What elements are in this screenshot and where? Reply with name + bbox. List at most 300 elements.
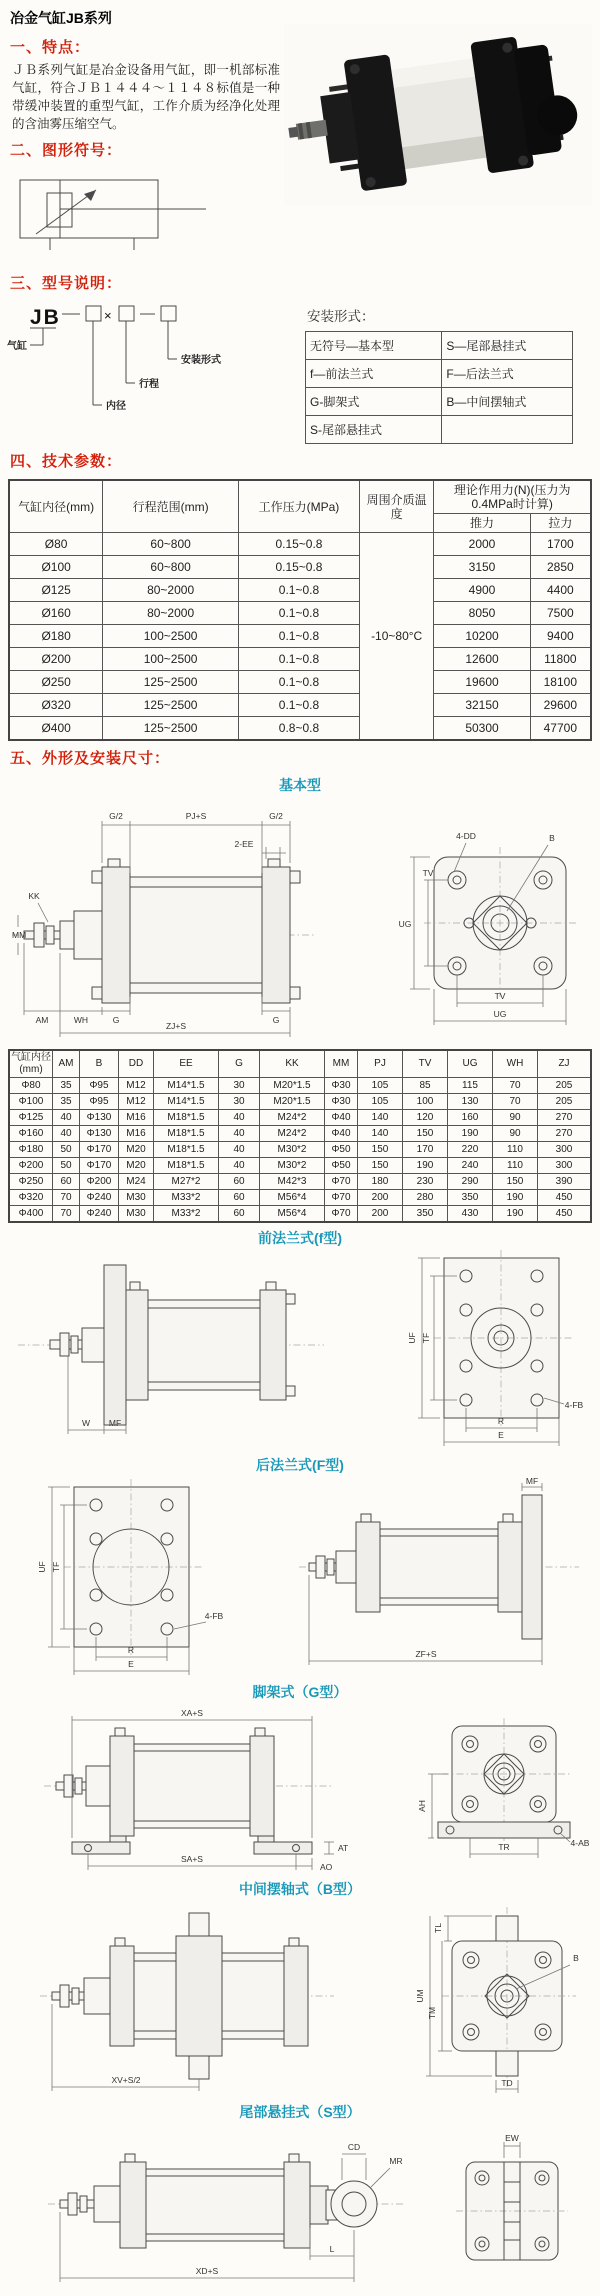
table-cell: Ø180 [9,625,103,648]
table-cell: B—中间摆轴式 [442,388,573,416]
table-cell: f—前法兰式 [306,360,442,388]
table-cell: M12 [119,1094,154,1110]
dim-label: E [498,1430,504,1440]
table-row [9,1142,591,1158]
dim-label: MF [108,1418,122,1428]
table-cell: 190 [493,1190,538,1206]
table-cell: Φ170 [80,1158,119,1174]
product-photo [284,24,592,206]
col-header: EE [154,1050,219,1078]
table-cell: 130 [448,1094,493,1110]
table-cell: 9400 [530,625,591,648]
top-section [0,30,600,266]
table-cell: 35 [53,1094,80,1110]
table-cell: 0.15~0.8 [238,556,359,579]
table-cell: 110 [493,1158,538,1174]
table-cell: 1700 [530,533,591,556]
table-cell: S—尾部悬挂式 [442,332,573,360]
table-cell: 60~800 [103,533,239,556]
table-cell: 50 [53,1158,80,1174]
table-cell: M20*1.5 [260,1078,325,1094]
table-cell: Ø80 [9,533,103,556]
col-force: 理论作用力(N)(压力为0.4MPa时计算) [434,480,591,514]
table-cell: M33*2 [154,1190,219,1206]
table-cell: 170 [403,1142,448,1158]
table-cell: 60 [219,1190,260,1206]
table-cell: F—后法兰式 [442,360,573,388]
table-cell: 230 [403,1174,448,1190]
table-cell: 270 [538,1110,592,1126]
dim-label: TD [501,2078,513,2088]
table-cell: 11800 [530,648,591,671]
table-cell: 2850 [530,556,591,579]
table-cell: 80~2000 [103,602,239,625]
tech-params-table [8,479,592,741]
table-cell: 40 [53,1110,80,1126]
table-cell: 125~2500 [103,671,239,694]
col-header: ZJ [538,1050,592,1078]
col-header: TV [403,1050,448,1078]
table-cell: 180 [358,1174,403,1190]
table-cell: M24*2 [260,1126,325,1142]
table-cell: 18100 [530,671,591,694]
table-row [9,1190,591,1206]
table-cell: Φ125 [9,1110,53,1126]
table-cell: 450 [538,1206,592,1223]
table-cell: 60 [219,1206,260,1223]
table-cell: 205 [538,1078,592,1094]
table-cell: Φ130 [80,1110,119,1126]
dim-label: L [329,2244,335,2254]
table-cell: S-尾部悬挂式 [306,416,442,444]
table-cell: M30 [119,1190,154,1206]
table-cell: Φ130 [80,1126,119,1142]
caption-trunnion: 中间摆轴式（B型） [238,1881,362,1897]
table-cell: 4900 [434,579,530,602]
table-cell: 100 [403,1094,448,1110]
dim-label: TM [427,2006,437,2020]
dim-label: R [497,1416,505,1426]
dim-label: TV [494,991,506,1001]
table-cell: M18*1.5 [154,1158,219,1174]
dim-label: PJ+S [185,811,207,821]
table-cell: 8050 [434,602,530,625]
dim-label: G [112,1015,120,1025]
table-cell: 390 [538,1174,592,1190]
dim-label: MR [389,2156,403,2166]
table-cell: 105 [358,1078,403,1094]
col-header: DD [119,1050,154,1078]
table-cell: 290 [448,1174,493,1190]
table-row [306,416,573,444]
table-cell: 19600 [434,671,530,694]
caption-basic: 基本型 [279,777,321,793]
col-header: B [80,1050,119,1078]
table-cell: 240 [448,1158,493,1174]
table-cell: 7500 [530,602,591,625]
table-cell: 0.15~0.8 [238,533,359,556]
table-cell: 40 [219,1110,260,1126]
table-cell: 40 [219,1142,260,1158]
table-cell: M56*4 [260,1190,325,1206]
col-header: PJ [358,1050,403,1078]
dim-label: CD [347,2142,361,2152]
table-cell: 115 [448,1078,493,1094]
table-cell: 70 [493,1078,538,1094]
table-row [9,1094,591,1110]
dim-label: WH [73,1015,89,1025]
symbol-heading: 二、图形符号： [10,142,123,159]
table-cell: Φ250 [9,1174,53,1190]
table-cell: Φ170 [80,1142,119,1158]
dim-label: R [127,1645,135,1655]
table-cell: 140 [358,1126,403,1142]
table-cell: 40 [219,1158,260,1174]
table-cell: G-脚架式 [306,388,442,416]
table-cell: 70 [493,1094,538,1110]
table-cell: 150 [403,1126,448,1142]
model-label-stroke: 行程 [139,379,159,390]
table-cell: 0.1~0.8 [238,648,359,671]
table-cell: Φ200 [9,1158,53,1174]
table-cell: 4400 [530,579,591,602]
table-cell: Ø250 [9,671,103,694]
dim-label: MM [12,930,27,940]
table-cell: 40 [219,1126,260,1142]
temp-merged-cell: -10~80°C [359,533,433,741]
table-cell: 50 [53,1142,80,1158]
table-cell: M16 [119,1126,154,1142]
table-cell: M27*2 [154,1174,219,1190]
features-heading: 一、特点： [10,39,91,56]
table-cell: Φ80 [9,1078,53,1094]
table-cell: M18*1.5 [154,1126,219,1142]
caption-foot: 脚架式（G型） [252,1684,348,1700]
table-cell: Φ70 [325,1190,358,1206]
table-cell: M18*1.5 [154,1110,219,1126]
table-cell: 160 [448,1110,493,1126]
pneumatic-symbol-drawing [14,170,254,266]
basic-type-drawing [4,797,596,1045]
table-cell: 190 [493,1206,538,1223]
table-cell: M16 [119,1110,154,1126]
dim-label: AH [417,1800,427,1812]
caption-rear-flange: 后法兰式(F型) [256,1457,344,1473]
dim-label: W [81,1418,91,1428]
table-cell: 150 [358,1158,403,1174]
table-cell: M18*1.5 [154,1142,219,1158]
table-cell: M30*2 [260,1158,325,1174]
dim-label: XA+S [181,1708,203,1718]
table-cell: Φ70 [325,1206,358,1223]
table-cell: 190 [403,1158,448,1174]
dim-label: TV [422,868,434,878]
table-cell: 60 [219,1174,260,1190]
table-cell: 85 [403,1078,448,1094]
table-row [9,602,591,625]
table-cell: 90 [493,1110,538,1126]
table-row [9,694,591,717]
dim-label: UF [407,1332,417,1344]
table-cell: 80~2000 [103,579,239,602]
dim-label: 4-FB [564,1400,584,1410]
table-cell: 29600 [530,694,591,717]
dim-label: SA+S [181,1854,203,1864]
dim-label: G/2 [109,811,123,821]
dim-label: TL [433,1923,443,1933]
dim-label: ZJ+S [165,1021,187,1031]
table-cell: 35 [53,1078,80,1094]
table-cell: Φ40 [325,1110,358,1126]
table-row [9,1206,591,1223]
table-row [9,1174,591,1190]
dim-label: TR [498,1842,510,1852]
col-pressure: 工作压力(MPa) [238,480,359,533]
table-cell: Ø125 [9,579,103,602]
table-cell: 280 [403,1190,448,1206]
table-cell: Φ50 [325,1142,358,1158]
table-cell: Ø160 [9,602,103,625]
col-push: 推力 [434,514,530,533]
dim-label: ZF+S [415,1649,437,1659]
table-cell: 无符号—基本型 [306,332,442,360]
table-row [9,625,591,648]
dim-label: 4-FB [204,1611,224,1621]
table-cell: 120 [403,1110,448,1126]
dimensions-table [8,1049,592,1223]
rear-flange-drawing [4,1477,596,1677]
dim-label: UM [415,1989,425,2003]
table-cell: 70 [53,1190,80,1206]
table-cell: M30 [119,1206,154,1223]
table-cell: 32150 [434,694,530,717]
table-cell: Ø200 [9,648,103,671]
table-cell: Ø320 [9,694,103,717]
table-row [9,1110,591,1126]
model-label-cylinder: 气缸 [7,341,27,352]
table-cell: 150 [493,1174,538,1190]
front-flange-drawing [4,1250,596,1450]
mounting-table [305,331,573,444]
dim-label: TF [51,1561,61,1573]
col-header: 气缸内径(mm) [9,1050,53,1078]
dims-heading: 五、外形及安装尺寸： [10,750,171,767]
table-row [306,332,573,360]
table-cell: Φ240 [80,1206,119,1223]
table-cell: Φ180 [9,1142,53,1158]
table-cell: Ø100 [9,556,103,579]
table-cell: 0.1~0.8 [238,694,359,717]
caption-clevis: 尾部悬挂式（S型） [239,2104,361,2120]
table-cell: M56*4 [260,1206,325,1223]
table-header-row [9,480,591,514]
table-cell: M24 [119,1174,154,1190]
model-prefix: JB [30,306,61,329]
table-cell: Φ50 [325,1158,358,1174]
rear-clevis-drawing [4,2124,596,2286]
table-cell: Φ200 [80,1174,119,1190]
table-row [9,1126,591,1142]
table-cell: 90 [493,1126,538,1142]
table-row [306,360,573,388]
table-cell: M30*2 [260,1142,325,1158]
table-cell: M20*1.5 [260,1094,325,1110]
col-header: UG [448,1050,493,1078]
table-row [9,1158,591,1174]
table-cell: Φ95 [80,1078,119,1094]
table-cell: Φ70 [325,1174,358,1190]
table-cell: M24*2 [260,1110,325,1126]
table-cell: M42*3 [260,1174,325,1190]
dim-label: AM [35,1015,49,1025]
table-cell: 270 [538,1126,592,1142]
table-cell: M33*2 [154,1206,219,1223]
table-row [9,556,591,579]
cylinder-photo-illustration [284,24,592,206]
dim-label: G/2 [269,811,283,821]
table-cell: 450 [538,1190,592,1206]
dim-label: UG [493,1009,507,1019]
table-cell: Φ40 [325,1126,358,1142]
table-row [9,717,591,741]
model-section [0,295,600,444]
table-cell: 350 [448,1190,493,1206]
mounting-forms [305,297,585,444]
table-row [9,1078,591,1094]
table-cell: 60 [53,1174,80,1190]
dim-label: B [549,833,555,843]
model-code-svg [0,297,305,425]
col-bore: 气缸内径(mm) [9,480,103,533]
table-cell: 10200 [434,625,530,648]
dim-label: AT [338,1843,349,1853]
table-cell: M14*1.5 [154,1094,219,1110]
table-cell: 0.1~0.8 [238,602,359,625]
col-pull: 拉力 [530,514,591,533]
table-cell: 30 [219,1094,260,1110]
table-cell: Φ160 [9,1126,53,1142]
table-cell: 300 [538,1142,592,1158]
table-cell: 50300 [434,717,530,741]
col-header: WH [493,1050,538,1078]
dim-label: MF [525,1477,539,1486]
model-times: × [104,308,112,323]
table-header-row [9,1050,591,1078]
table-cell: Φ30 [325,1078,358,1094]
table-cell: 3150 [434,556,530,579]
col-header: AM [53,1050,80,1078]
table-cell: Φ95 [80,1094,119,1110]
model-heading: 三、型号说明： [10,275,123,292]
dim-label: 4-AB [570,1838,590,1848]
caption-front-flange: 前法兰式(f型) [258,1230,342,1246]
table-cell: 140 [358,1110,403,1126]
dim-label: XV+S/2 [111,2075,141,2085]
table-cell: 200 [358,1190,403,1206]
dim-label: 2-EE [234,839,254,849]
table-cell: 70 [53,1206,80,1223]
table-row [9,671,591,694]
table-cell: 220 [448,1142,493,1158]
features-paragraph: ＪＢ系列气缸是冶金设备用气缸，即一机部标准气缸，符合ＪＢ１４４４～１１４８标值是一种带缓冲装置的重型气缸，工作介质为经净化处理的含油雾压缩空气。 [12,63,280,131]
col-header: MM [325,1050,358,1078]
table-cell: 100~2500 [103,648,239,671]
col-temp: 周围介质温度 [359,480,433,533]
table-cell: 110 [493,1142,538,1158]
table-cell: 190 [448,1126,493,1142]
table-cell: 350 [403,1206,448,1223]
dim-label: KK [28,891,40,901]
dim-label: G [272,1015,280,1025]
mounting-title: 安装形式： [307,309,375,324]
dim-label: TF [421,1332,431,1344]
dim-label: EW [505,2133,519,2143]
table-cell: 125~2500 [103,717,239,741]
table-cell: 150 [358,1142,403,1158]
dim-label: UG [398,919,412,929]
trunnion-drawing [4,1901,596,2097]
table-cell: Ø400 [9,717,103,741]
dim-label: 4-DD [456,831,476,841]
table-cell: 0.1~0.8 [238,625,359,648]
table-cell: Φ320 [9,1190,53,1206]
table-cell: 300 [538,1158,592,1174]
table-cell: 205 [538,1094,592,1110]
model-label-bore: 内径 [106,401,126,412]
table-cell: 2000 [434,533,530,556]
table-cell: 60~800 [103,556,239,579]
col-stroke: 行程范围(mm) [103,480,239,533]
dim-label: AO [320,1862,333,1872]
table-cell: 12600 [434,648,530,671]
table-cell: Φ400 [9,1206,53,1223]
table-cell: 100~2500 [103,625,239,648]
dim-label: XD+S [195,2266,219,2276]
dim-label: UF [37,1561,47,1573]
table-cell: 47700 [530,717,591,741]
foot-mount-drawing [4,1704,596,1874]
dim-label: E [128,1659,134,1669]
col-header: G [219,1050,260,1078]
dim-label: B [573,1953,579,1963]
table-row [306,388,573,416]
table-row [9,648,591,671]
table-cell: M14*1.5 [154,1078,219,1094]
table-cell: Φ30 [325,1094,358,1110]
table-cell: 40 [53,1126,80,1142]
page-title: 冶金气缸JB系列 [10,10,112,26]
table-cell [442,416,573,444]
table-cell: Φ100 [9,1094,53,1110]
table-cell: M12 [119,1078,154,1094]
table-cell: 0.1~0.8 [238,579,359,602]
tech-heading: 四、技术参数： [10,453,123,470]
table-cell: M20 [119,1158,154,1174]
table-row [9,579,591,602]
table-cell: 0.1~0.8 [238,671,359,694]
table-row [9,533,591,556]
table-cell: Φ240 [80,1190,119,1206]
table-cell: 30 [219,1078,260,1094]
table-cell: 200 [358,1206,403,1223]
col-header: KK [260,1050,325,1078]
table-cell: M20 [119,1142,154,1158]
table-cell: 430 [448,1206,493,1223]
table-cell: 105 [358,1094,403,1110]
model-label-mounting: 安装形式 [181,355,221,366]
table-cell: 125~2500 [103,694,239,717]
model-code-diagram [0,297,305,444]
